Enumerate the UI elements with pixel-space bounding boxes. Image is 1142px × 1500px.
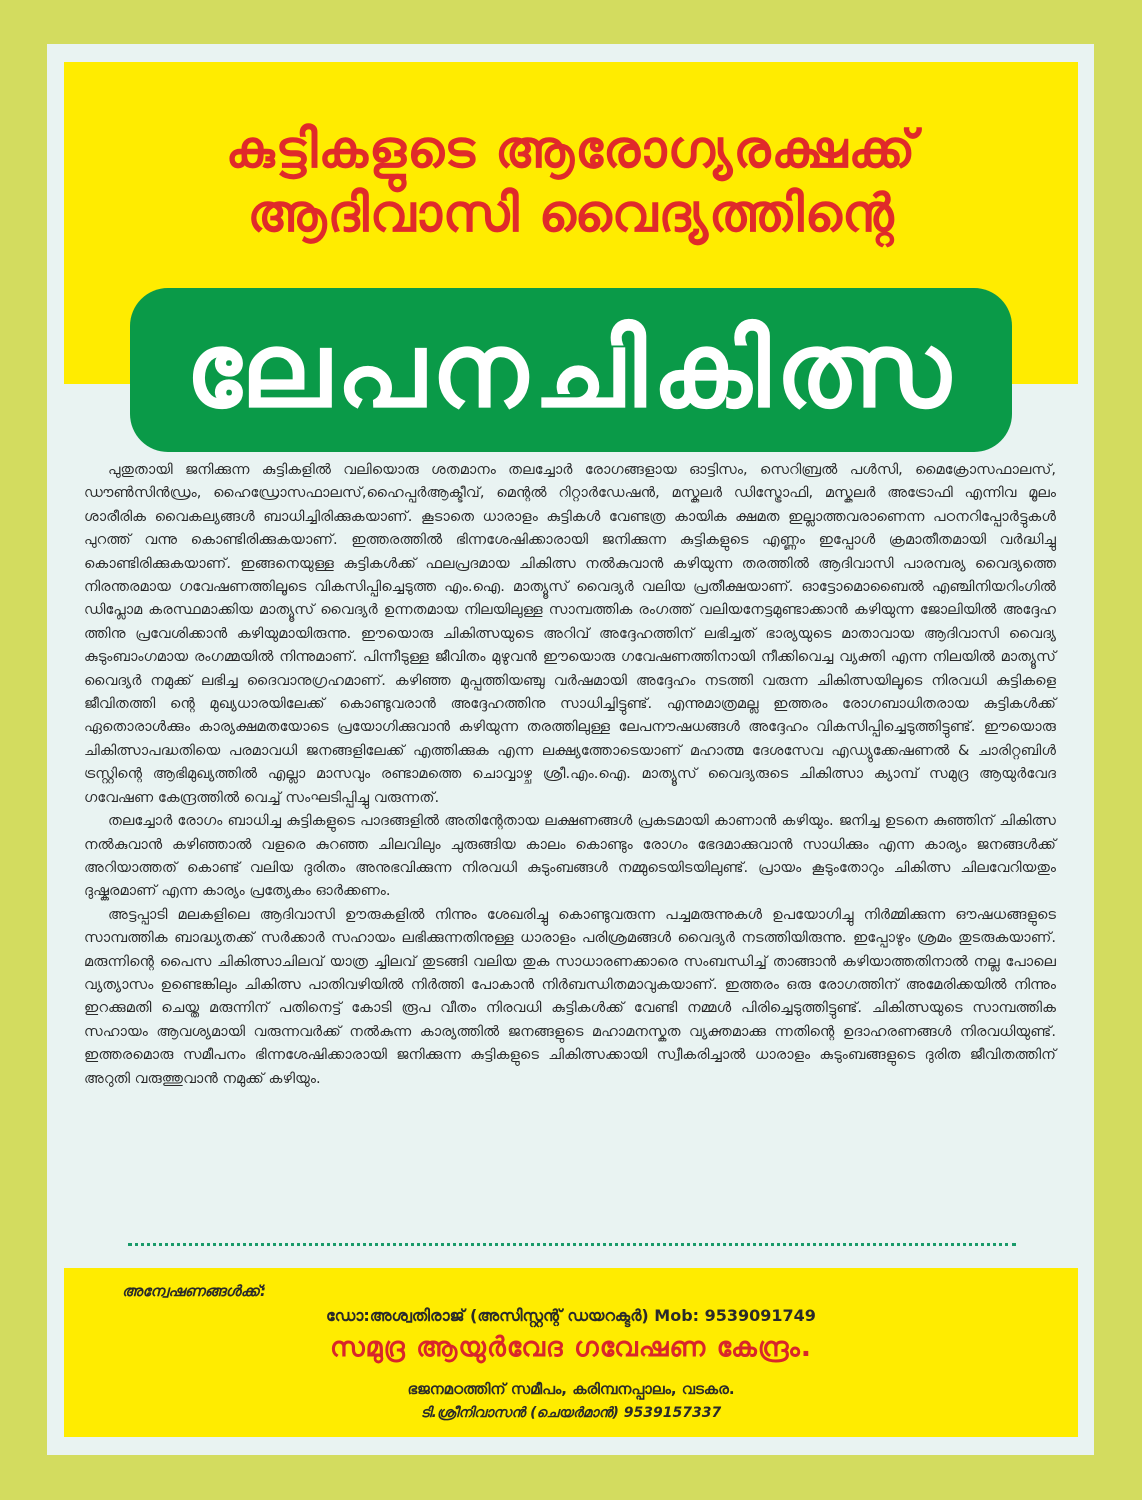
contact-footer: [64, 1268, 1078, 1437]
organization-name: സമുദ്ര ആയുർവേദ ഗവേഷണ കേന്ദ്രം.: [329, 1332, 813, 1363]
headline-line-1: കുട്ടികളുടെ ആരോഗ്യരക്ഷക്ക്: [225, 120, 917, 180]
dotted-divider: [128, 1243, 1016, 1246]
paragraph-1: പുതുതായി ജനിക്കുന്ന കുട്ടികളിൽ വലിയൊരു ശതമാനം തലച്ചോർ രോഗങ്ങളായ ഓട്ടിസം, സെറിബ്രൽ പൾസി, മൈക്രോസഫാലസ്, ഡൗൺസിൻഡ്രം, ഹൈഡ്രോസഫാലസ്,ഹൈപ്പർആക്ടീവ്, മെന്റൽ റിറ്റാർഡേഷൻ, മസ്കുലർ ഡിസ്ട്രോഫി, മസ്കുലർ അട്രോഫി എന്നിവ മൂലം ശാരീരിക വൈകല്യങ്ങൾ ബാധിച്ചിരിക്കുകയാണ്. കൂടാതെ ധാരാളം കുട്ടികൾ വേണ്ടത്ര കായിക ക്ഷമത ഇല്ലാത്തവരാണെന്ന പഠനറിപ്പോർട്ടുകൾ പുറത്ത് വന്നു കൊണ്ടിരിക്കുകയാണ്. ഇത്തരത്തിൽ ഭിന്നശേഷിക്കാരായി ജനിക്കുന്ന കുട്ടികളുടെ എണ്ണം ഇപ്പോൾ ക്രമാതീതമായി വർദ്ധിച്ചു കൊണ്ടിരിക്കുകയാണ്. ഇങ്ങനെയുള്ള കുട്ടികൾക്ക് ഫലപ്രദമായ ചികിത്സ നൽകുവാൻ കഴിയുന്ന തരത്തിൽ ആദിവാസി പാരമ്പര്യ വൈദ്യത്തെ നിരന്തരമായ ഗവേഷണത്തിലൂടെ വികസിപ്പിച്ചെടുത്ത എം.ഐ. മാത്യൂസ് വൈദ്യർ വലിയ പ്രതീക്ഷയാണ്. ഓട്ടോമൊബൈൽ എഞ്ചിനിയറിംഗിൽ ഡിപ്ലോമ കരസ്ഥമാക്കിയ മാത്യൂസ് വൈദ്യർ ഉന്നതമായ നിലയിലുള്ള സാമ്പത്തിക രംഗത്ത് വലിയനേട്ടമുണ്ടാക്കാൻ കഴിയുന്ന ജോലിയിൽ അദ്ദേഹ ത്തിനു പ്രവേശിക്കാൻ കഴിയുമായിരുന്നു. ഈയൊരു ചികിത്സയുടെ അറിവ് അദ്ദേഹത്തിന് ലഭിച്ചത് ഭാര്യയുടെ മാതാവായ ആദിവാസി വൈദ്യ കുടുംബാംഗമായ രംഗമ്മയിൽ നിന്നുമാണ്. പിന്നീടുള്ള ജീവിതം മുഴുവൻ ഈയൊരു ഗവേഷണത്തിനായി നീക്കിവെച്ച വ്യക്തി എന്ന നിലയിൽ മാത്യൂസ് വൈദ്യർ നമുക്ക് ലഭിച്ച ദൈവാനുഗ്രഹമാണ്. കഴിഞ്ഞ മുപ്പത്തിയഞ്ചു വർഷമായി അദ്ദേഹം നടത്തി വരുന്ന ചികിത്സയിലൂടെ നിരവധി കുട്ടികളെ ജീവിതത്തി ന്റെ മുഖ്യധാരയിലേക്ക് കൊണ്ടുവരാൻ അദ്ദേഹത്തിനു സാധിച്ചിട്ടുണ്ട്. എന്നുമാത്രമല്ല ഇത്തരം രോഗബാധിതരായ കുട്ടികൾക്ക് ഏതൊരാൾക്കും കാര്യക്ഷമതയോടെ പ്രയോഗിക്കുവാൻ കഴിയുന്ന തരത്തിലുള്ള ലേപനൗഷധങ്ങൾ അദ്ദേഹം വികസിപ്പിച്ചെടുത്തിട്ടുണ്ട്. ഈയൊരു ചികിത്സാപദ്ധതിയെ പരമാവധി ജനങ്ങളിലേക്ക് എത്തിക്കുക എന്ന ലക്ഷ്യത്തോടെയാണ് മഹാത്മ ദേശസേവ എഡ്യുക്കേഷണൽ & ചാരിറ്റബിൾ ട്രസ്റ്റിന്റെ ആഭിമുഖ്യത്തിൽ എല്ലാ മാസവും രണ്ടാമത്തെ ചൊവ്വാഴ്ച ശ്രീ.എം.ഐ. മാത്യൂസ് വൈദ്യരുടെ ചികിത്സാ ക്യാമ്പ് സമുദ്ര ആയുർവേദ ഗവേഷണ കേന്ദ്രത്തിൽ വെച്ച് സംഘടിപ്പിച്ചു വരുന്നത്.: [84, 461, 1056, 806]
title-banner: [130, 288, 1012, 452]
enquiry-label: അന്വേഷണങ്ങൾക്ക്:: [122, 1282, 266, 1300]
headline-line-2: ആദിവാസി വൈദ്യത്തിന്റെ: [247, 184, 895, 244]
page-title: ലേപനചികിത്സ: [185, 309, 957, 431]
address: ഭജനമഠത്തിന് സമീപം, കരിമ്പനപ്പാലം, വടകര.: [407, 1380, 735, 1398]
paragraph-2: തലച്ചോർ രോഗം ബാധിച്ച കുട്ടികളുടെ പാദങ്ങളിൽ അതിന്റേതായ ലക്ഷണങ്ങൾ പ്രകടമായി കാണാൻ കഴിയും. ജനിച്ച ഉടനെ കുഞ്ഞിന് ചികിത്സ നൽകുവാൻ കഴിഞ്ഞാൽ വളരെ കുറഞ്ഞ ചിലവിലും ചുരുങ്ങിയ കാലം കൊണ്ടും രോഗം ഭേദമാക്കുവാൻ സാധിക്കും എന്ന കാര്യം ജനങ്ങൾക്ക് അറിയാത്തത് കൊണ്ട് വലിയ ദുരിതം അനുഭവിക്കുന്ന നിരവധി കുടുംബങ്ങൾ നമ്മുടെയിടയിലുണ്ട്. പ്രായം കൂടുംതോറും ചികിത്സ ചിലവേറിയതും ദുഷ്കരമാണ് എന്ന കാര്യം പ്രത്യേകം ഓർക്കണം.: [84, 812, 1056, 900]
headline: [64, 118, 1078, 246]
chairman-contact: ടി.ശ്രീനിവാസൻ (ചെയർമാൻ) 9539157337: [420, 1405, 722, 1421]
paragraph-3: അട്ടപ്പാടി മലകളിലെ ആദിവാസി ഊരുകളിൽ നിന്നും ശേഖരിച്ചു കൊണ്ടുവരുന്ന പച്ചമരുന്നുകൾ ഉപയോഗിച്ചു നിർമ്മിക്കുന്ന ഔഷധങ്ങളുടെ സാമ്പത്തിക ബാദ്ധ്യതക്ക് സർക്കാർ സഹായം ലഭിക്കുന്നതിനുള്ള ധാരാളം പരിശ്രമങ്ങൾ വൈദ്യർ നടത്തിയിരുന്നു. ഇപ്പോഴും ശ്രമം തുടരുകയാണ്. മരുന്നിന്റെ പൈസ ചികിത്സാചിലവ് യാത്ര ച്ചിലവ് തുടങ്ങി വലിയ തുക സാധാരണക്കാരെ സംബന്ധിച്ച് താങ്ങാൻ കഴിയാത്തതിനാൽ നല്ല പോലെ വ്യത്യാസം ഉണ്ടെങ്കിലും ചികിത്സ പാതിവഴിയിൽ നിർത്തി പോകാൻ നിർബന്ധിതമാവുകയാണ്. ഇത്തരം ഒരു രോഗത്തിന് അമേരിക്കയിൽ നിന്നും ഇറക്കുമതി ചെയ്ത മരുന്നിന് പതിനെട്ട് കോടി രൂപ വീതം നിരവധി കുട്ടികൾക്ക് വേണ്ടി നമ്മൾ പിരിച്ചെടുത്തിട്ടുണ്ട്. ചികിത്സയുടെ സാമ്പത്തിക സഹായം ആവശ്യമായി വരുന്നവർക്ക് നൽകുന്ന കാര്യത്തിൽ ജനങ്ങളുടെ മഹാമനസ്കത വ്യക്തമാക്കു ന്നതിന്റെ ഉദാഹരണങ്ങൾ നിരവധിയുണ്ട്. ഇത്തരമൊരു സമീപനം ഭിന്നശേഷിക്കാരായി ജനിക്കുന്ന കുട്ടികളുടെ ചികിത്സക്കായി സ്വീകരിച്ചാൽ ധാരാളം കുടുംബങ്ങളുടെ ദുരിത ജീവിതത്തിന് അറുതി വരുത്തുവാൻ നമുക്ക് കഴിയും.: [84, 905, 1056, 1087]
contact-person: ഡോ:അശ്വതിരാജ് (അസിസ്റ്റന്റ് ഡയറക്ടർ) Mob: 9539091749: [326, 1306, 816, 1325]
article-body: [84, 458, 1056, 1090]
